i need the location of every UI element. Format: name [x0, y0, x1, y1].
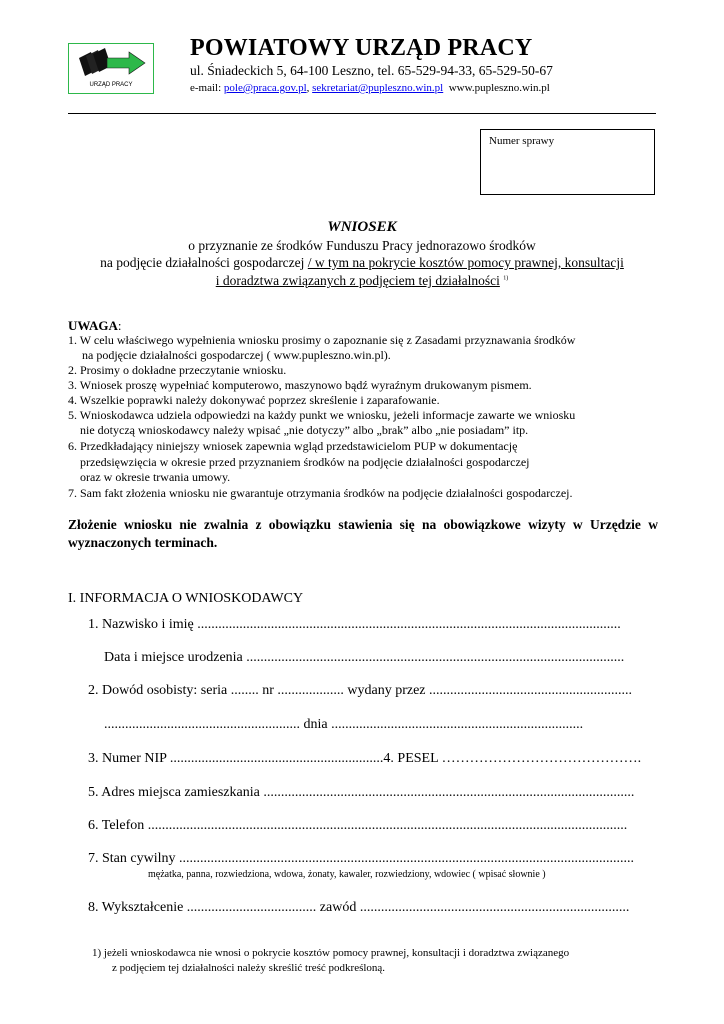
uwaga-heading [68, 318, 121, 334]
document-title: WNIOSEK [327, 219, 397, 235]
organization-title: POWIATOWY URZĄD PRACY [190, 35, 533, 61]
footnote-line-1: 1) jeżeli wnioskodawca nie wnosi o pokrycie kosztów pomocy prawnej, konsultacji i doradztwa związanego [92, 947, 570, 959]
subtitle-plain: na podjęcie działalności gospodarczej [100, 255, 305, 270]
uwaga-line-1: 1. W celu właściwego wypełnienia wniosku prosimy o zapoznanie się z Zasadami przyznawania środków [68, 333, 576, 347]
logo-cards-arrow-icon [77, 48, 147, 82]
email-link-sekretariat[interactable]: sekretariat@pupleszno.win.pl [312, 82, 444, 94]
field-id-date[interactable]: ........................................................ dnia ........................................................................ [104, 717, 584, 732]
uwaga-label: UWAGA [68, 318, 118, 333]
organization-contact [190, 82, 550, 94]
uwaga-line-9: przedsięwzięcia w okresie przed przyznaniem środków na podjęcie działalności gospodarczej [80, 455, 530, 469]
marital-status-hint: mężatka, panna, rozwiedziona, wdowa, żonaty, kawaler, rozwiedziony, wdowiec ( wpisać słownie ) [148, 869, 546, 880]
case-number-box[interactable] [480, 129, 655, 195]
logo [68, 43, 154, 94]
section-title: I. INFORMACJA O WNIOSKODAWCY [68, 591, 304, 606]
uwaga-line-7: nie dotyczą wnioskodawcy należy wpisać „nie dotyczy” albo „brak” albo „nie posiadam” itp. [80, 423, 529, 437]
uwaga-line-5: 4. Wszelkie poprawki należy dokonywać poprzez skreślenie i zaparafowanie. [68, 393, 440, 407]
field-marital-status[interactable]: 7. Stan cywilny .................................................................................................................................. [88, 851, 634, 866]
uwaga-line-10: oraz w okresie trwania umowy. [80, 470, 231, 484]
field-birth[interactable]: Data i miejsce urodzenia ............................................................................................................ [104, 650, 625, 665]
field-education[interactable]: 8. Wykształcenie ..................................... zawód ............................................................................. [88, 900, 630, 915]
header-divider [68, 113, 656, 114]
logo-caption: URZĄD PRACY [89, 82, 133, 88]
subtitle-line-3 [68, 273, 656, 289]
email-link-pole[interactable]: pole@praca.gov.pl [223, 82, 307, 94]
footnote-line-2: z podjęciem tej działalności należy skreślić treść podkreśloną. [112, 962, 386, 974]
website-text: www.pupleszno.win.pl [448, 82, 550, 94]
field-nip-pesel[interactable]: 3. Numer NIP .............................................................4. PESEL ……………………………………. [88, 751, 642, 766]
uwaga-colon: : [117, 318, 122, 333]
subtitle-line-1: o przyznanie ze środków Funduszu Pracy jednorazowo środków [188, 238, 536, 253]
warning-text: Złożenie wniosku nie zwalnia z obowiązku stawienia się na obowiązkowe wizyty w Urzędzie w wyznaczonych terminach. [68, 517, 658, 550]
field-address[interactable]: 5. Adres miejsca zamieszkania .......................................................................................................... [88, 785, 635, 800]
subtitle-underlined-2: i doradztwa związanych z podjęciem tej działalności [215, 273, 500, 288]
field-name[interactable]: 1. Nazwisko i imię ......................................................................................................................... [88, 617, 621, 632]
subtitle-line-2 [68, 255, 656, 271]
uwaga-line-4: 3. Wniosek proszę wypełniać komputerowo, maszynowo bądź wyraźnym drukowanym pismem. [68, 378, 532, 392]
subtitle-underlined-1: / w tym na pokrycie kosztów pomocy prawnej, konsultacji [307, 255, 624, 270]
uwaga-line-2: na podjęcie działalności gospodarczej ( www.pupleszno.win.pl). [82, 348, 391, 362]
uwaga-line-3: 2. Prosimy o dokładne przeczytanie wniosku. [68, 363, 287, 377]
field-id-document[interactable]: 2. Dowód osobisty: seria ........ nr ................... wydany przez .......................................................... [88, 683, 633, 698]
field-phone[interactable]: 6. Telefon ......................................................................................................................................... [88, 818, 628, 833]
email-separator: , [306, 82, 310, 94]
email-label: e-mail: [190, 82, 222, 94]
uwaga-line-6: 5. Wnioskodawca udziela odpowiedzi na każdy punkt we wniosku, jeżeli informacje zawarte we wniosku [68, 408, 576, 422]
footnote-mark: 1) [503, 275, 509, 282]
uwaga-line-11: 7. Sam fakt złożenia wniosku nie gwarantuje otrzymania środków na podjęcie działalności gospodarczej. [68, 486, 573, 500]
organization-address: ul. Śniadeckich 5, 64-100 Leszno, tel. 65-529-94-33, 65-529-50-67 [190, 63, 553, 78]
uwaga-line-8: 6. Przedkładający niniejszy wniosek zapewnia wgląd przedstawicielom PUP w dokumentację [68, 439, 518, 453]
case-number-label: Numer sprawy [489, 135, 555, 147]
